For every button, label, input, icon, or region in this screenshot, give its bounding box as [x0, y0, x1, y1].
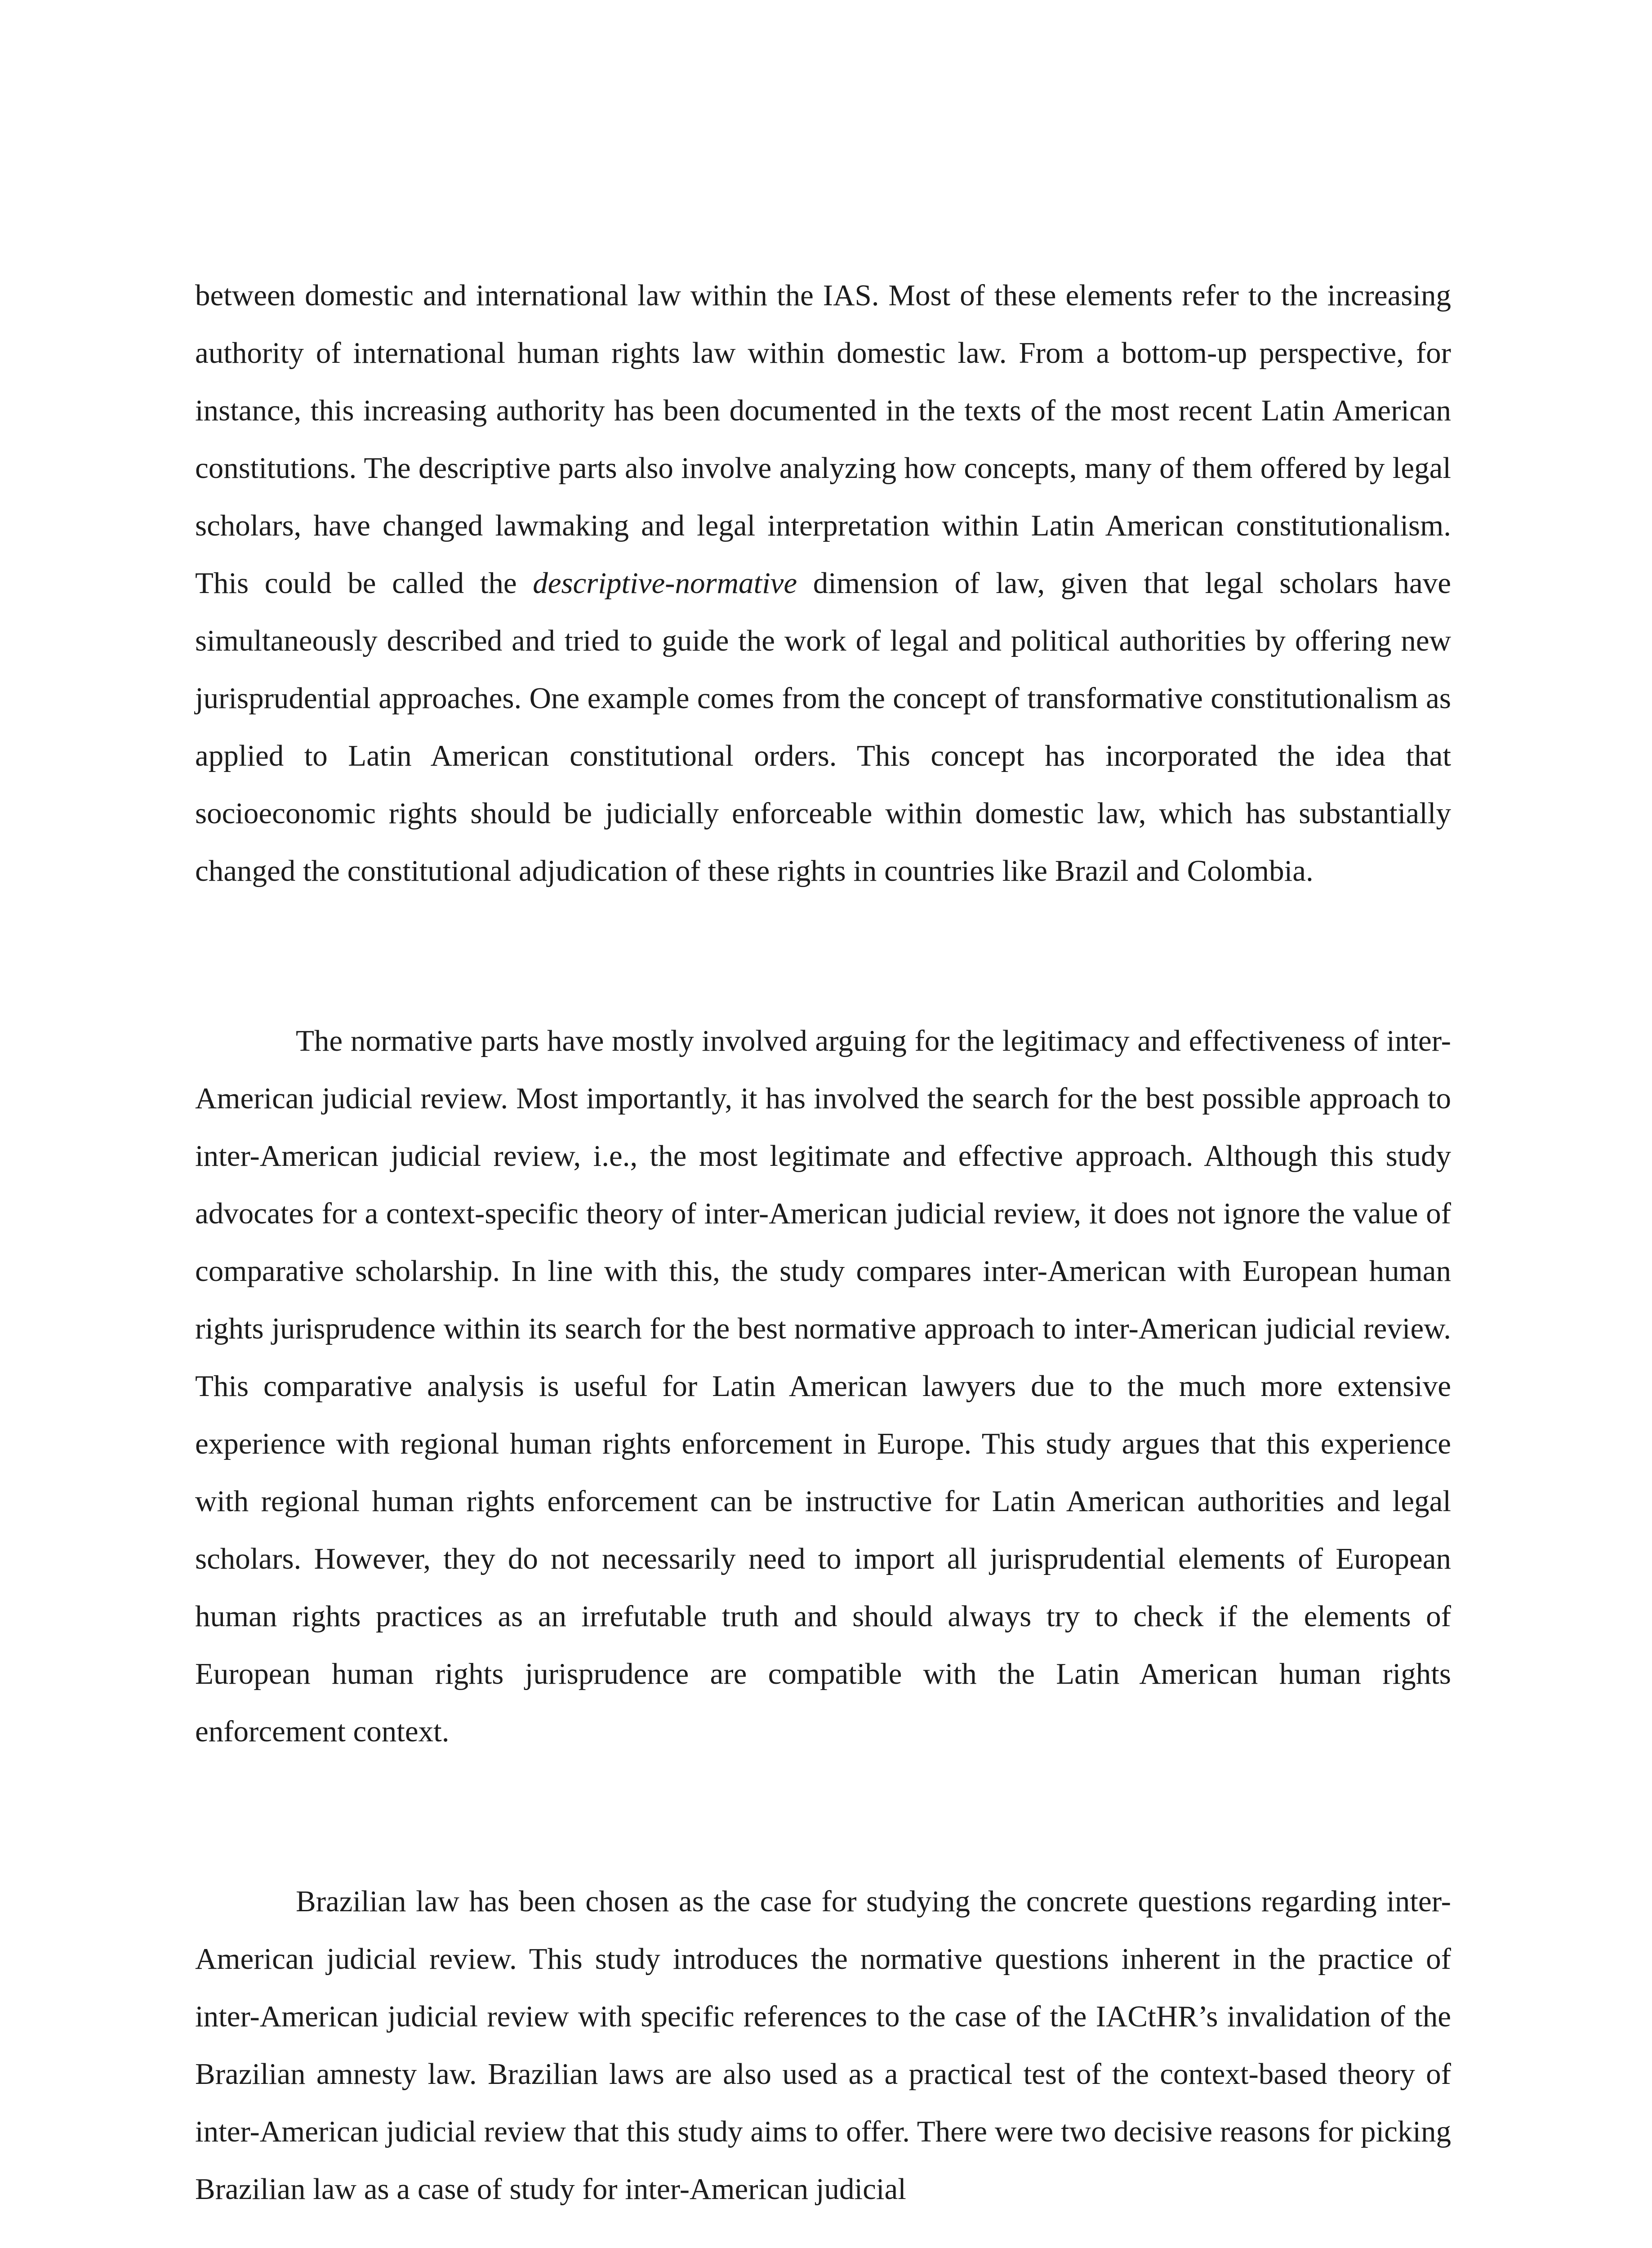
- paragraph-2: [195, 1012, 1451, 1760]
- paragraph-2-text: The normative parts have mostly involved arguing for the legitimacy and effectiveness of inter-American judicial review. Most importantly, it has involved the search for the best possible approach to inter-American judicial review, i.e., the most legitimate and effective approach. Although this study advocates for a context-specific theory of inter-American judicial review, it does not ignore the value of comparative scholarship. In line with this, the study compares inter-American with European human rights jurisprudence within its search for the best normative approach to inter-American judicial review. This comparative analysis is useful for Latin American lawyers due to the much more extensive experience with regional human rights enforcement in Europe. This study argues that this experience with regional human rights enforcement can be instructive for Latin American authorities and legal scholars. However, they do not necessarily need to import all jurisprudential elements of European human rights practices as an irrefutable truth and should always try to check if the elements of European human rights jurisprudence are compatible with the Latin American human rights enforcement context.: [195, 1024, 1451, 1748]
- paragraph-1-emphasis: descriptive-normative: [533, 566, 797, 600]
- paragraph-3: [195, 1873, 1451, 2218]
- paragraph-1: [195, 267, 1451, 900]
- paragraph-1-after: dimension of law, given that legal scholars have simultaneously described and tried to guide the work of legal and political authorities by offering new jurisprudential approaches. One example comes from the concept of transformative constitutionalism as applied to Latin American constitutional orders. This concept has incorporated the idea that socioeconomic rights should be judicially enforceable within domestic law, which has substantially changed the constitutional adjudication of these rights in countries like Brazil and Colombia.: [195, 566, 1451, 888]
- paragraph-1-before: between domestic and international law within the IAS. Most of these elements refer to the increasing authority of international human rights law within domestic law. From a bottom-up perspective, for instance, this increasing authority has been documented in the texts of the most recent Latin American constitutions. The descriptive parts also involve analyzing how concepts, many of them offered by legal scholars, have changed lawmaking and legal interpretation within Latin American constitutionalism. This could be called the: [195, 279, 1451, 600]
- paragraph-1-text: [195, 267, 1451, 900]
- paragraph-3-text: Brazilian law has been chosen as the case for studying the concrete questions regarding inter-American judicial review. This study introduces the normative questions inherent in the practice of inter-American judicial review with specific references to the case of the IACtHR’s invalidation of the Brazilian amnesty law. Brazilian laws are also used as a practical test of the context-based theory of inter-American judicial review that this study aims to offer. There were two decisive reasons for picking Brazilian law as a case of study for inter-American judicial: [195, 1885, 1451, 2206]
